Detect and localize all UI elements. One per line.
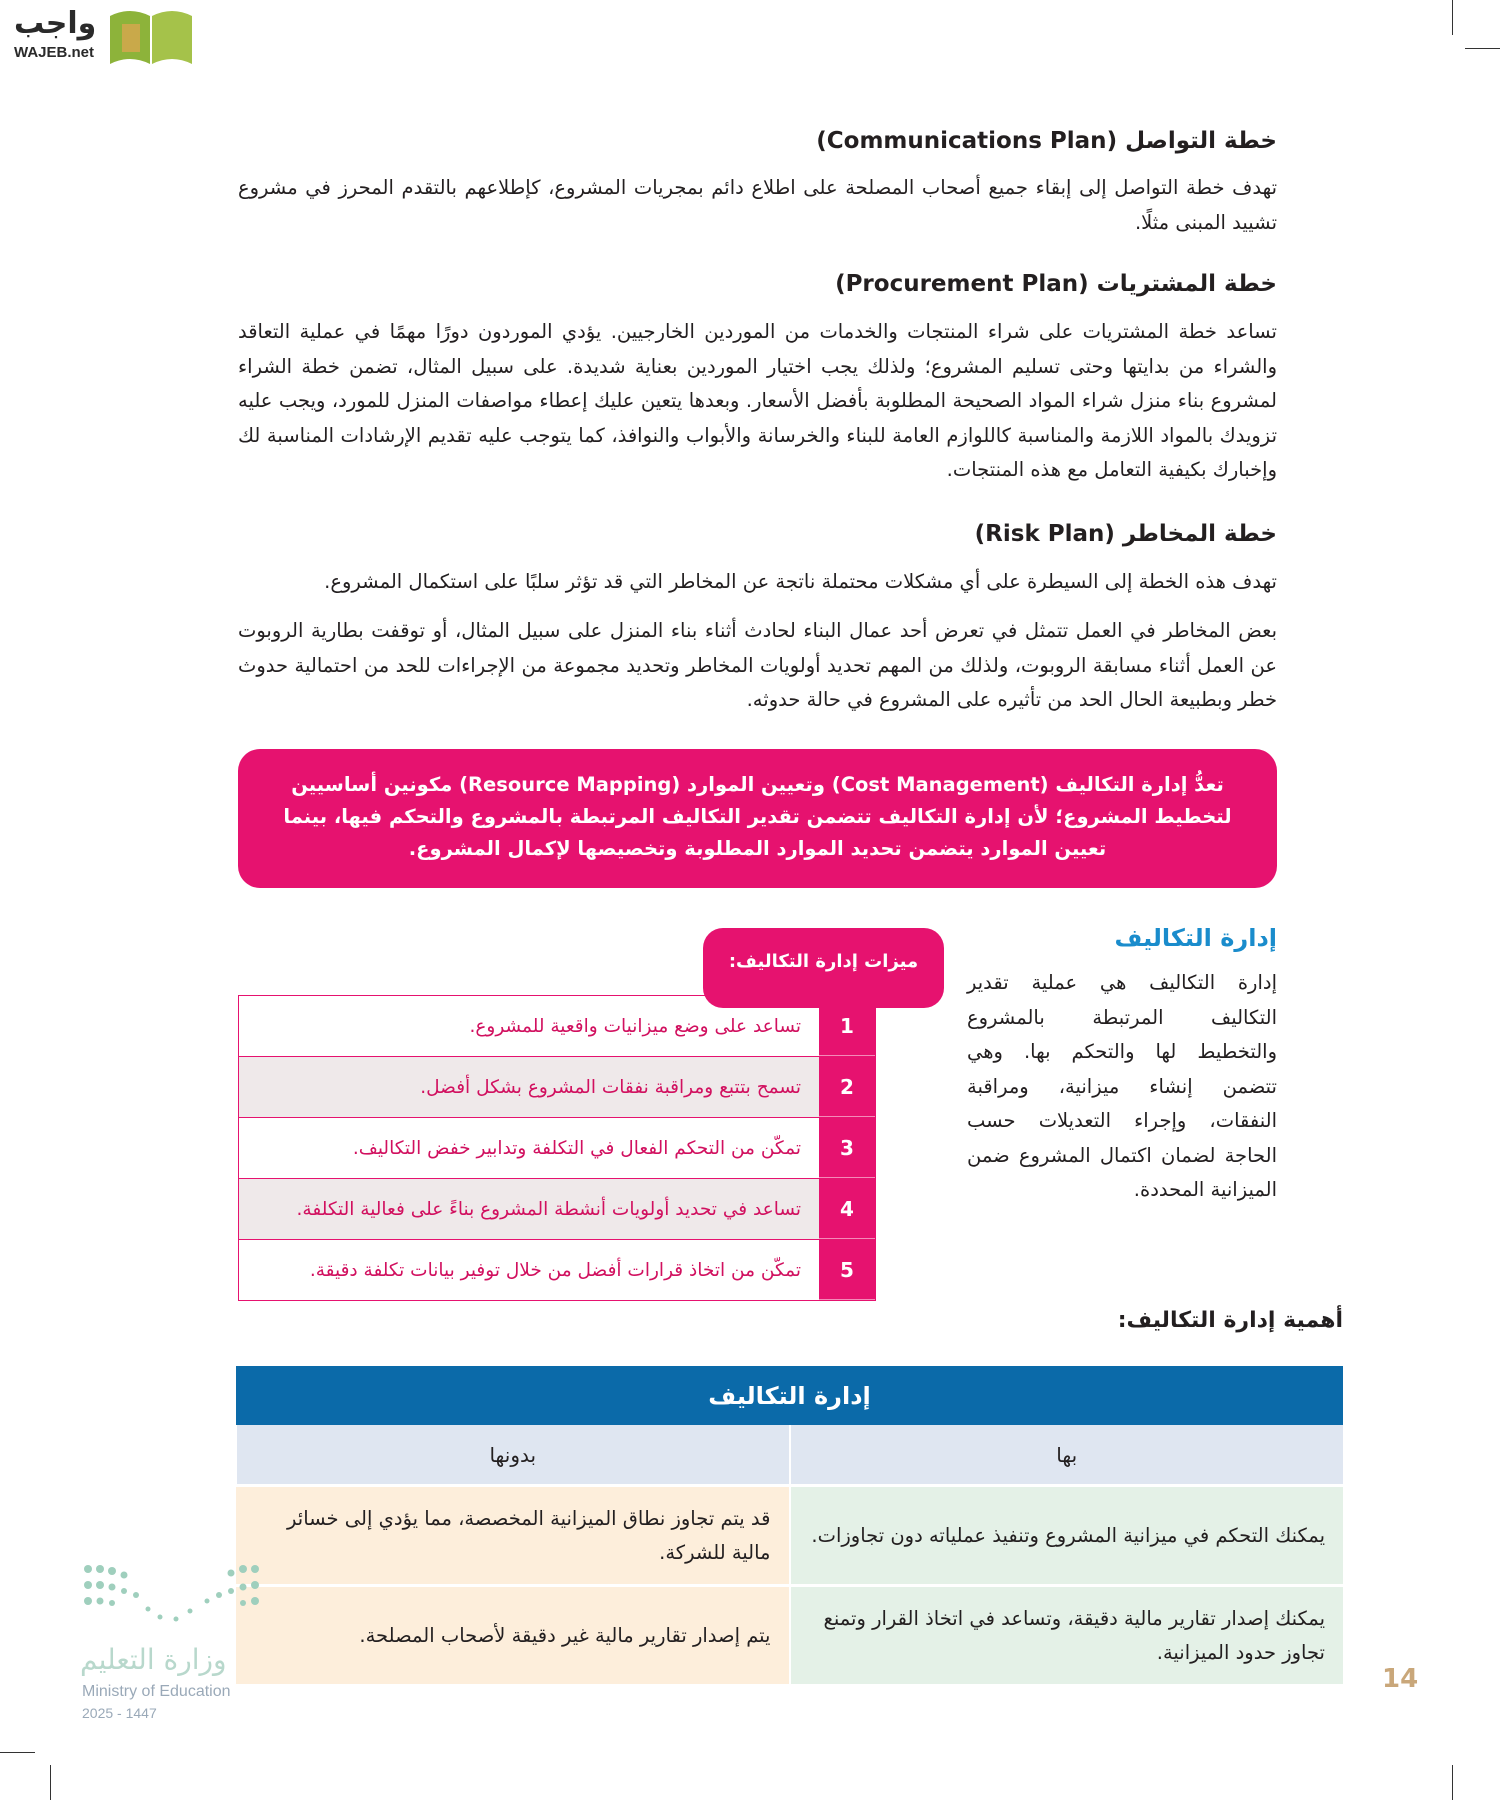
ministry-dots-icon xyxy=(80,1561,265,1641)
feature-number: 1 xyxy=(819,996,875,1056)
cell-with: يمكنك إصدار تقارير مالية دقيقة، وتساعد في اتخاذ القرار وتمنع تجاوز حدود الميزانية. xyxy=(790,1586,1344,1685)
cell-without: يتم إصدار تقارير مالية غير دقيقة لأصحاب المصلحة. xyxy=(236,1586,790,1685)
importance-title: أهمية إدارة التكاليف: xyxy=(1117,1308,1343,1333)
feature-text: تساعد في تحديد أولويات أنشطة المشروع بناءً على فعالية التكلفة. xyxy=(239,1179,819,1239)
cost-management-title: إدارة التكاليف xyxy=(1114,924,1277,952)
features-title: ميزات إدارة التكاليف: xyxy=(703,928,944,1008)
features-list xyxy=(238,995,876,1301)
communications-heading: خطة التواصل (Communications Plan) xyxy=(816,128,1277,154)
feature-text: تمكّن من التحكم الفعال في التكلفة وتدابير خفض التكاليف. xyxy=(352,1137,801,1159)
communications-text: تهدف خطة التواصل إلى إبقاء جميع أصحاب المصلحة على اطلاع دائم بمجريات المشروع، كإطلاعهم بالتقدم المحرز في مشروع تشييد المبنى مثلًا. xyxy=(238,176,1277,234)
column-with: بها xyxy=(790,1425,1344,1486)
logo-english: WAJEB.net xyxy=(14,44,95,61)
procurement-text: تساعد خطة المشتريات على شراء المنتجات والخدمات من الموردين الخارجيين. يؤدي الموردون دورًا مهمًا في عملية التعاقد والشراء من بدايتها وحتى تسليم المشروع؛ ولذلك يجب اختيار الموردين بعناية شديدة. على سبيل المثال، تضمن خطة الشراء لمشروع بناء منزل شراء المواد الصحيحة المطلوبة بأفضل الأسعار. وبعدها يتعين عليك إعطاء مواصفات المنزل للمورد، ويجب عليه تزويدك بالمواد اللازمة والمناسبة كاللوازم العامة للبناء والخرسانة والأبواب والنوافذ، كما يتوجب عليه تقديم الإرشادات المناسبة لك وإخبارك بكيفية التعامل مع هذه المنتجات. xyxy=(238,320,1277,481)
crop-mark xyxy=(1452,0,1453,35)
feature-text: تساعد على وضع ميزانيات واقعية للمشروع. xyxy=(469,1015,801,1037)
table-header: إدارة التكاليف xyxy=(236,1366,1343,1425)
ministry-name-ar: وزارة التعليم xyxy=(80,1643,227,1676)
ministry-name-en: Ministry of Education xyxy=(82,1683,231,1700)
book-icon xyxy=(108,6,194,66)
importance-table xyxy=(235,1366,1343,1684)
edition-year: 2025 - 1447 xyxy=(82,1705,157,1721)
risk-text-1: تهدف هذه الخطة إلى السيطرة على أي مشكلات محتملة ناتجة عن المخاطر التي قد تؤثر سلبًا على استكمال المشروع. xyxy=(324,570,1277,593)
callout-box: تعدُّ إدارة التكاليف (Cost Management) وتعيين الموارد (Resource Mapping) مكونين أساسيين لتخطيط المشروع؛ لأن إدارة التكاليف تتضمن تقدير التكاليف المرتبطة بالمشروع والتحكم فيها، بينما تعيين الموارد يتضمن تحديد الموارد المطلوبة وتخصيصها لإكمال المشروع. xyxy=(238,749,1277,888)
table-row xyxy=(236,1586,1343,1685)
feature-item xyxy=(238,1118,876,1179)
feature-item xyxy=(238,1179,876,1240)
feature-text: تمكّن من اتخاذ قرارات أفضل من خلال توفير بيانات تكلفة دقيقة. xyxy=(309,1259,801,1281)
crop-mark xyxy=(50,1765,51,1800)
feature-item xyxy=(238,1240,876,1301)
feature-item xyxy=(238,1057,876,1118)
cell-with: يمكنك التحكم في ميزانية المشروع وتنفيذ عملياته دون تجاوزات. xyxy=(790,1486,1344,1586)
feature-number: 3 xyxy=(819,1118,875,1178)
feature-number: 2 xyxy=(819,1057,875,1117)
logo-arabic: واجب xyxy=(14,6,97,41)
table-row xyxy=(236,1486,1343,1586)
feature-number: 4 xyxy=(819,1179,875,1239)
crop-mark xyxy=(1465,48,1500,49)
risk-heading: خطة المخاطر (Risk Plan) xyxy=(974,521,1277,547)
crop-mark xyxy=(0,1752,35,1753)
feature-item xyxy=(238,995,876,1057)
feature-text: تسمح بتتبع ومراقبة نفقات المشروع بشكل أفضل. xyxy=(239,1057,819,1117)
cell-without: قد يتم تجاوز نطاق الميزانية المخصصة، مما يؤدي إلى خسائر مالية للشركة. xyxy=(236,1486,790,1586)
ministry-logo xyxy=(80,1561,270,1726)
wajeb-logo xyxy=(8,6,193,68)
column-without: بدونها xyxy=(236,1425,790,1486)
feature-number: 5 xyxy=(819,1240,875,1300)
cost-management-text: إدارة التكاليف هي عملية تقدير التكاليف المرتبطة بالمشروع والتخطيط لها والتحكم بها. وهي تتضمن إنشاء ميزانية، ومراقبة النفقات، وإجراء التعديلات حسب الحاجة لضمان اكتمال المشروع ضمن الميزانية المحددة. xyxy=(967,971,1277,1201)
crop-mark xyxy=(1452,1765,1453,1800)
page-number: 14 xyxy=(1382,1664,1419,1694)
risk-text-2: بعض المخاطر في العمل تتمثل في تعرض أحد عمال البناء لحادث أثناء بناء المنزل على سبيل المثال، أو توقفت بطارية الروبوت عن العمل أثناء مسابقة الروبوت، ولذلك من المهم تحديد أولويات المخاطر وتحديد مجموعة من الإجراءات للحد من احتمالية حدوث خطر وبطبيعة الحال الحد من تأثيره على المشروع في حالة حدوثه. xyxy=(238,619,1277,711)
procurement-heading: خطة المشتريات (Procurement Plan) xyxy=(835,271,1277,297)
